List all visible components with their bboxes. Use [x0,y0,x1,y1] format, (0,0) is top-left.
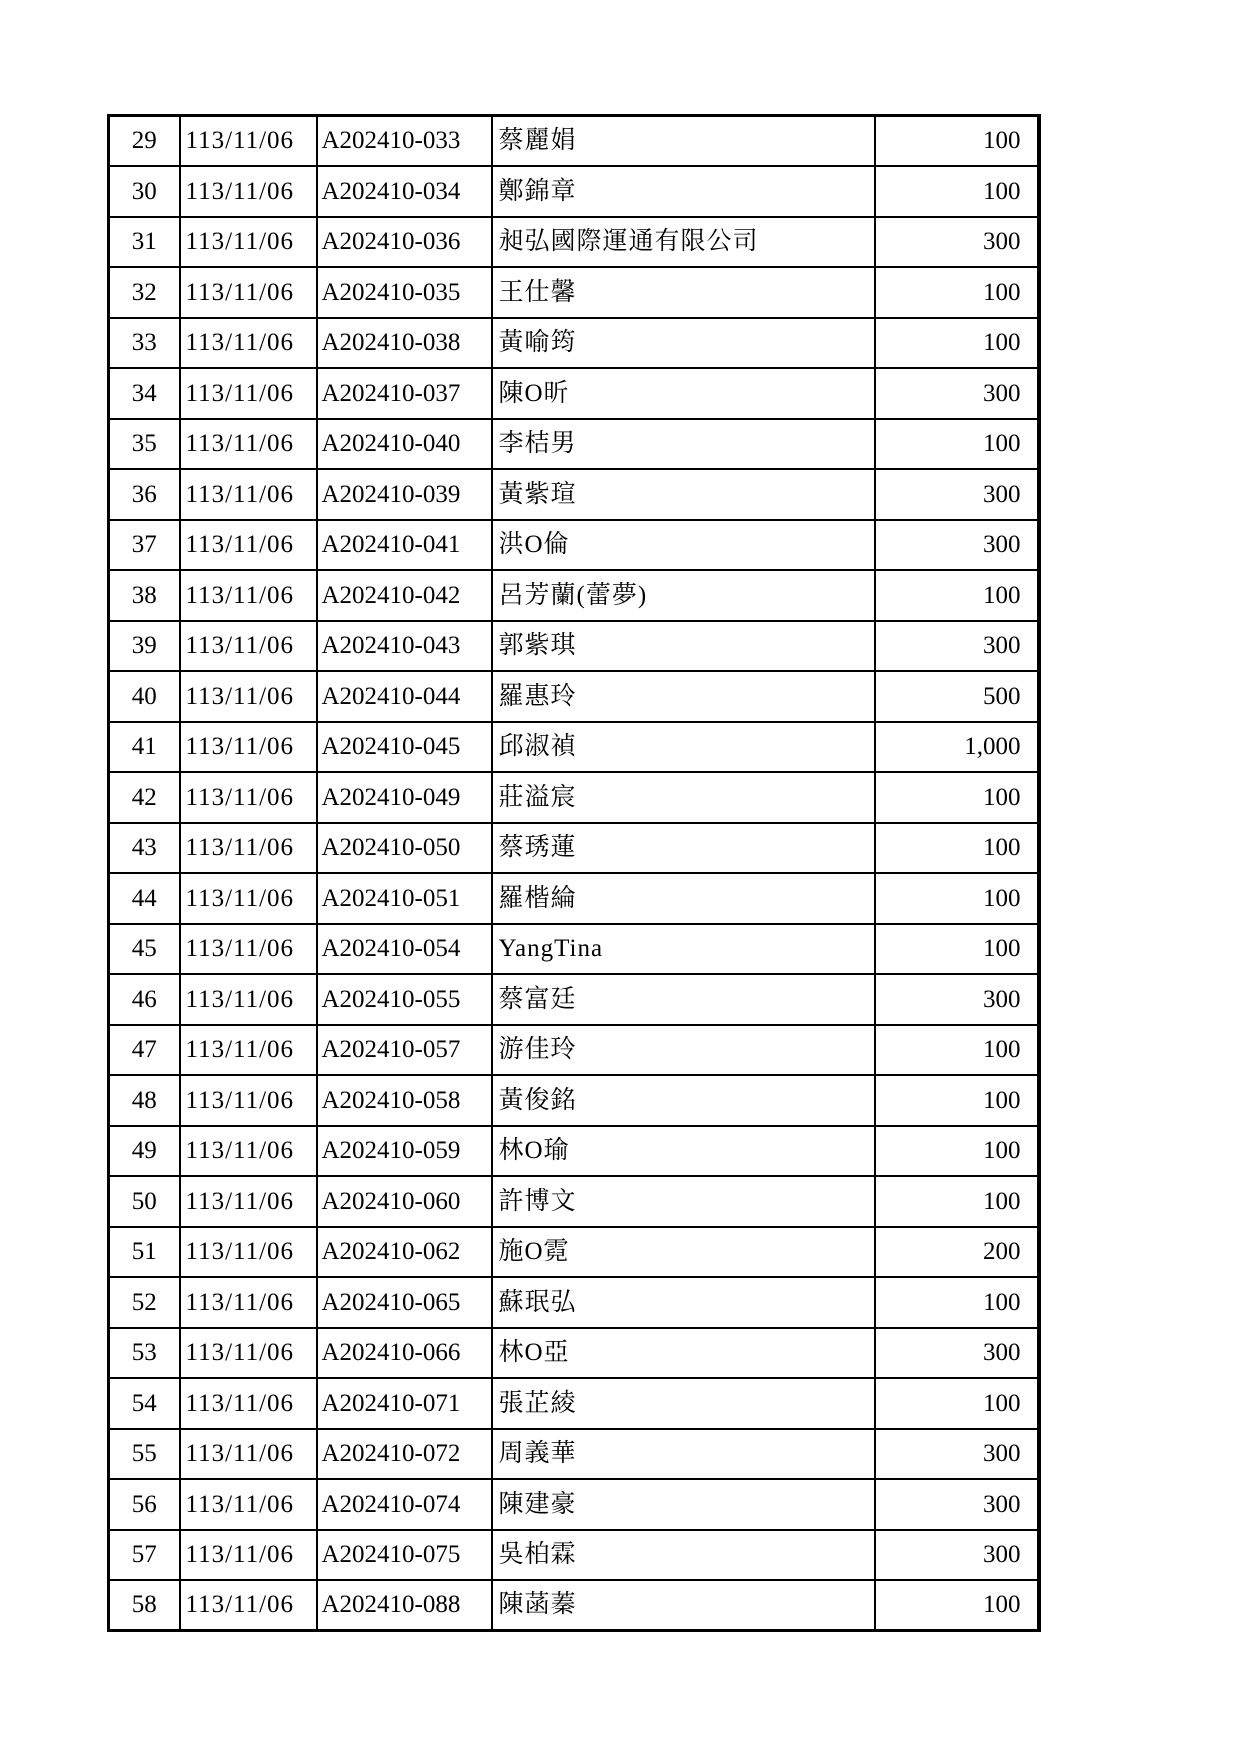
table-row [109,621,1039,672]
row-receipt-id: A202410-065 [317,1277,492,1328]
row-receipt-id: A202410-088 [317,1580,492,1631]
row-receipt-id: A202410-036 [317,217,492,268]
row-name: 施O霓 [492,1227,875,1278]
row-amount: 300 [875,621,1039,672]
row-name: 陳菡蓁 [492,1580,875,1631]
row-date: 113/11/06 [180,621,317,672]
row-date: 113/11/06 [180,1075,317,1126]
row-name: 吳柏霖 [492,1530,875,1581]
row-number: 52 [109,1277,180,1328]
row-date: 113/11/06 [180,217,317,268]
row-receipt-id: A202410-033 [317,116,492,167]
row-receipt-id: A202410-062 [317,1227,492,1278]
row-number: 44 [109,873,180,924]
row-receipt-id: A202410-060 [317,1176,492,1227]
row-date: 113/11/06 [180,368,317,419]
row-amount: 300 [875,974,1039,1025]
row-date: 113/11/06 [180,1328,317,1379]
row-receipt-id: A202410-045 [317,722,492,773]
row-number: 34 [109,368,180,419]
row-receipt-id: A202410-055 [317,974,492,1025]
row-name: 李桔男 [492,419,875,470]
donation-table [107,114,1041,1632]
row-number: 36 [109,469,180,520]
table-row [109,368,1039,419]
row-number: 29 [109,116,180,167]
row-date: 113/11/06 [180,469,317,520]
row-amount: 100 [875,570,1039,621]
row-name: 黃喻筠 [492,318,875,369]
row-date: 113/11/06 [180,419,317,470]
row-date: 113/11/06 [180,772,317,823]
row-amount: 300 [875,520,1039,571]
row-receipt-id: A202410-042 [317,570,492,621]
row-date: 113/11/06 [180,924,317,975]
table-row [109,1378,1039,1429]
row-receipt-id: A202410-066 [317,1328,492,1379]
row-number: 47 [109,1025,180,1076]
row-amount: 100 [875,823,1039,874]
row-number: 33 [109,318,180,369]
row-name: 洪O倫 [492,520,875,571]
row-date: 113/11/06 [180,570,317,621]
row-date: 113/11/06 [180,1126,317,1177]
row-amount: 300 [875,1530,1039,1581]
row-receipt-id: A202410-035 [317,267,492,318]
table-row [109,217,1039,268]
row-name: 昶弘國際運通有限公司 [492,217,875,268]
row-name: 郭紫琪 [492,621,875,672]
row-number: 56 [109,1479,180,1530]
row-date: 113/11/06 [180,267,317,318]
table-row [109,1277,1039,1328]
table-row [109,1075,1039,1126]
row-amount: 300 [875,1328,1039,1379]
row-number: 57 [109,1530,180,1581]
row-name: 陳建豪 [492,1479,875,1530]
row-amount: 100 [875,1176,1039,1227]
row-name: 莊溢宸 [492,772,875,823]
row-amount: 100 [875,772,1039,823]
row-amount: 500 [875,671,1039,722]
table-row [109,1176,1039,1227]
row-name: 林O瑜 [492,1126,875,1177]
row-receipt-id: A202410-072 [317,1429,492,1480]
row-date: 113/11/06 [180,520,317,571]
table-row [109,1429,1039,1480]
row-number: 30 [109,166,180,217]
row-amount: 100 [875,166,1039,217]
row-receipt-id: A202410-044 [317,671,492,722]
row-name: 張芷綾 [492,1378,875,1429]
row-amount: 100 [875,873,1039,924]
row-receipt-id: A202410-041 [317,520,492,571]
row-date: 113/11/06 [180,823,317,874]
row-name: 羅惠玲 [492,671,875,722]
row-date: 113/11/06 [180,116,317,167]
row-name: 蔡琇蓮 [492,823,875,874]
row-name: 羅楷綸 [492,873,875,924]
table-row [109,116,1039,167]
row-number: 58 [109,1580,180,1631]
row-date: 113/11/06 [180,671,317,722]
table-row [109,974,1039,1025]
row-date: 113/11/06 [180,1479,317,1530]
table-row [109,823,1039,874]
row-name: YangTina [492,924,875,975]
row-number: 54 [109,1378,180,1429]
row-number: 45 [109,924,180,975]
row-receipt-id: A202410-043 [317,621,492,672]
row-amount: 100 [875,1075,1039,1126]
row-number: 41 [109,722,180,773]
row-date: 113/11/06 [180,1530,317,1581]
row-amount: 100 [875,1025,1039,1076]
row-receipt-id: A202410-037 [317,368,492,419]
row-receipt-id: A202410-057 [317,1025,492,1076]
row-number: 55 [109,1429,180,1480]
table-row [109,1530,1039,1581]
row-name: 蘇珉弘 [492,1277,875,1328]
row-number: 51 [109,1227,180,1278]
row-date: 113/11/06 [180,1227,317,1278]
row-amount: 100 [875,924,1039,975]
row-receipt-id: A202410-051 [317,873,492,924]
row-amount: 100 [875,116,1039,167]
row-amount: 300 [875,1479,1039,1530]
row-name: 黃俊銘 [492,1075,875,1126]
row-date: 113/11/06 [180,974,317,1025]
row-name: 王仕馨 [492,267,875,318]
row-name: 邱淑禎 [492,722,875,773]
row-name: 游佳玲 [492,1025,875,1076]
row-date: 113/11/06 [180,1429,317,1480]
row-date: 113/11/06 [180,873,317,924]
table-row [109,924,1039,975]
row-name: 黃紫瑄 [492,469,875,520]
row-amount: 300 [875,217,1039,268]
row-number: 40 [109,671,180,722]
table-row [109,267,1039,318]
row-amount: 200 [875,1227,1039,1278]
table-row [109,166,1039,217]
row-name: 許博文 [492,1176,875,1227]
row-name: 蔡富廷 [492,974,875,1025]
row-date: 113/11/06 [180,1025,317,1076]
table-row [109,1580,1039,1631]
row-amount: 100 [875,318,1039,369]
table-row [109,1479,1039,1530]
row-receipt-id: A202410-054 [317,924,492,975]
table-row [109,1126,1039,1177]
table-row [109,873,1039,924]
row-amount: 100 [875,419,1039,470]
row-amount: 100 [875,1277,1039,1328]
row-number: 39 [109,621,180,672]
row-date: 113/11/06 [180,1378,317,1429]
row-number: 43 [109,823,180,874]
row-name: 陳O昕 [492,368,875,419]
row-receipt-id: A202410-058 [317,1075,492,1126]
row-name: 鄭錦章 [492,166,875,217]
row-receipt-id: A202410-059 [317,1126,492,1177]
row-number: 46 [109,974,180,1025]
row-receipt-id: A202410-040 [317,419,492,470]
row-name: 周義華 [492,1429,875,1480]
row-amount: 300 [875,469,1039,520]
row-number: 50 [109,1176,180,1227]
row-amount: 300 [875,368,1039,419]
row-receipt-id: A202410-050 [317,823,492,874]
table-row [109,469,1039,520]
row-amount: 100 [875,267,1039,318]
row-amount: 100 [875,1378,1039,1429]
row-amount: 100 [875,1580,1039,1631]
row-date: 113/11/06 [180,722,317,773]
row-amount: 300 [875,1429,1039,1480]
row-amount: 1,000 [875,722,1039,773]
table-row [109,570,1039,621]
row-amount: 100 [875,1126,1039,1177]
row-number: 37 [109,520,180,571]
row-number: 38 [109,570,180,621]
table-row [109,772,1039,823]
row-name: 林O亞 [492,1328,875,1379]
table-row [109,671,1039,722]
row-receipt-id: A202410-074 [317,1479,492,1530]
row-receipt-id: A202410-071 [317,1378,492,1429]
row-number: 49 [109,1126,180,1177]
row-receipt-id: A202410-034 [317,166,492,217]
row-name: 呂芳蘭(蕾夢) [492,570,875,621]
row-number: 31 [109,217,180,268]
table-row [109,520,1039,571]
table-row [109,1328,1039,1379]
row-receipt-id: A202410-049 [317,772,492,823]
row-receipt-id: A202410-075 [317,1530,492,1581]
table-row [109,1227,1039,1278]
row-name: 蔡麗娟 [492,116,875,167]
row-date: 113/11/06 [180,166,317,217]
row-date: 113/11/06 [180,1580,317,1631]
row-number: 53 [109,1328,180,1379]
table-row [109,1025,1039,1076]
table-row [109,419,1039,470]
row-number: 42 [109,772,180,823]
row-date: 113/11/06 [180,1277,317,1328]
row-receipt-id: A202410-039 [317,469,492,520]
row-number: 32 [109,267,180,318]
table-row [109,722,1039,773]
row-receipt-id: A202410-038 [317,318,492,369]
row-date: 113/11/06 [180,318,317,369]
row-date: 113/11/06 [180,1176,317,1227]
row-number: 48 [109,1075,180,1126]
row-number: 35 [109,419,180,470]
table-row [109,318,1039,369]
